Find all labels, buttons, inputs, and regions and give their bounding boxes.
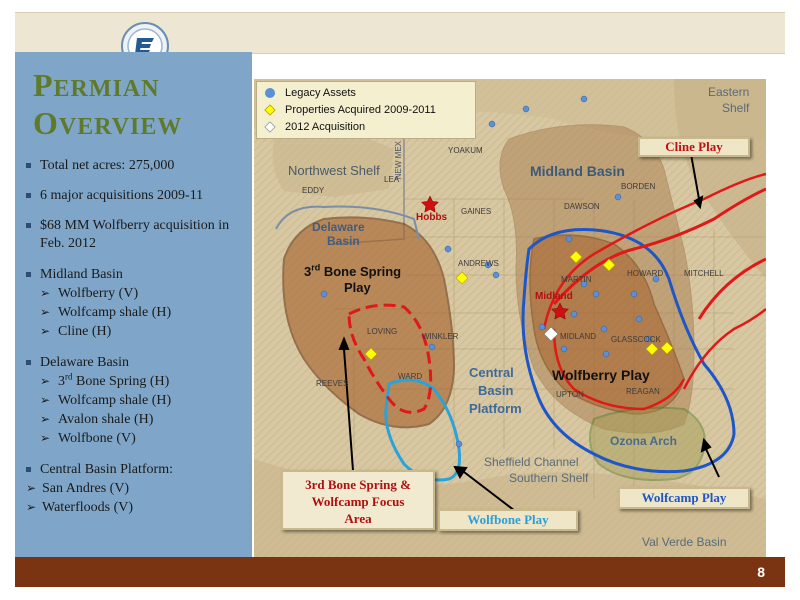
legend-label: Legacy Assets — [285, 87, 356, 99]
white-diamond-icon — [264, 121, 275, 132]
county-label: REEVES — [316, 379, 349, 388]
bullet-central-basin-platform — [26, 461, 251, 479]
county-label: EDDY — [302, 186, 325, 195]
sub-item-text: San Andres (V) — [42, 481, 130, 496]
county-label: LOVING — [367, 327, 398, 336]
region-eastern: Eastern — [708, 85, 750, 99]
county-label: UPTON — [556, 390, 584, 399]
sub-item-text: Avalon shale (H) — [58, 412, 154, 427]
label-part: Bone Spring — [320, 264, 402, 279]
sub-item: ➢ Cline (H) — [40, 324, 112, 339]
sub-item: ➢ Wolfcamp shale (H) — [40, 393, 172, 408]
bullet-text: 6 major acquisitions 2009-11 — [40, 188, 204, 203]
region-northwest-shelf: Northwest Shelf — [288, 163, 380, 178]
sub-item-text: Cline (H) — [58, 324, 112, 339]
bullet-wolfberry-acquisition — [26, 217, 251, 253]
city-midland: Midland — [535, 291, 573, 302]
county-label: ANDREWS — [458, 259, 499, 268]
sub-item-text: Wolfcamp shale (H) — [58, 305, 172, 320]
callout-wolfbone-play — [438, 509, 578, 531]
county-label: MIDLAND — [560, 332, 597, 341]
sub-item: ➢ San Andres (V) — [26, 481, 130, 496]
region-platform: Platform — [469, 401, 522, 416]
blue-circle-icon — [265, 88, 275, 98]
sub-item-text: Bone Spring (H) — [72, 374, 170, 389]
bullet-text: Total net acres: 275,000 — [40, 158, 175, 173]
sub-item: ➢ Wolfcamp shale (H) — [40, 305, 172, 320]
region-delaware: Delaware — [312, 220, 365, 234]
sub-item: ➢ Wolfberry (V) — [40, 286, 139, 301]
sub-item: ➢ Avalon shale (H) — [40, 412, 154, 427]
region-basin-2: Basin — [478, 383, 514, 398]
callout-wolfcamp-play — [618, 487, 750, 509]
callout-cline-play — [638, 137, 750, 157]
sub-item-text: Wolfcamp shale (H) — [58, 393, 172, 408]
page-number: 8 — [757, 564, 765, 580]
sub-item: ➢ Wolfbone (V) — [40, 431, 136, 446]
sub-item: ➢ 3rd Bone Spring (H) — [40, 371, 170, 389]
legend-label: Properties Acquired 2009-2011 — [285, 104, 436, 116]
region-shelf: Shelf — [722, 101, 750, 115]
callout-text: Wolfbone Play — [467, 512, 549, 527]
label-part: 3 — [304, 264, 312, 279]
county-label: YOAKUM — [448, 146, 483, 155]
county-label: WARD — [398, 372, 423, 381]
county-label: REAGAN — [626, 387, 660, 396]
region-val-verde-basin: Val Verde Basin — [642, 535, 727, 549]
region-wolfberry-play: Wolfberry Play — [552, 367, 650, 383]
county-label: GAINES — [461, 207, 492, 216]
city-hobbs: Hobbs — [416, 212, 448, 223]
county-label: GLASSCOCK — [611, 335, 661, 344]
footer-bar — [15, 557, 785, 587]
bullet-text: Midland Basin — [40, 267, 123, 282]
label-new-mexico: NEW MEX — [394, 141, 403, 180]
callout-text: Wolfcamp Focus — [311, 494, 405, 509]
bullet-net-acres — [26, 157, 251, 175]
sub-item-text: 3 — [58, 374, 65, 389]
page-title: PERMIAN OVERVIEW — [33, 67, 183, 141]
bullet-delaware-basin — [26, 354, 251, 372]
county-label: DAWSON — [564, 202, 600, 211]
sub-item-text: Waterfloods (V) — [42, 500, 134, 515]
region-play: Play — [344, 280, 371, 295]
region-ozona-arch: Ozona Arch — [610, 434, 677, 448]
callout-text: Area — [344, 511, 372, 526]
county-label: MARTIN — [561, 275, 592, 284]
region-central: Central — [469, 365, 514, 380]
region-southern-shelf: Southern Shelf — [509, 471, 589, 485]
bullet-text: Delaware Basin — [40, 355, 130, 370]
yellow-diamond-icon — [264, 104, 275, 115]
sub-item-text: Wolfbone (V) — [58, 431, 136, 446]
bullet-midland-basin — [26, 266, 251, 284]
legend-label: 2012 Acquisition — [285, 121, 366, 133]
callout-focus-area — [281, 470, 435, 530]
county-label: BORDEN — [621, 182, 656, 191]
sub-item-text: Wolfberry (V) — [58, 286, 139, 301]
county-label: LEA — [384, 175, 400, 184]
bullet-text: $68 MM Wolfberry acquisition in Feb. 2012 — [40, 218, 230, 251]
region-midland-basin: Midland Basin — [530, 163, 625, 179]
callout-text: Cline Play — [665, 139, 723, 154]
region-3rd-bone-spring — [304, 264, 401, 279]
map-legend — [256, 81, 476, 139]
region-basin: Basin — [327, 234, 360, 248]
county-label: HOWARD — [627, 269, 664, 278]
callout-text: Wolfcamp Play — [641, 490, 727, 505]
bullet-text: Central Basin Platform: — [40, 462, 173, 477]
callout-text: 3rd Bone Spring & — [305, 477, 411, 492]
overview-bullets — [26, 157, 251, 517]
label-sup: rd — [311, 262, 321, 273]
county-label: WINKLER — [422, 332, 459, 341]
region-sheffield-channel: Sheffield Channel — [484, 455, 579, 469]
county-label: MITCHELL — [684, 269, 724, 278]
bullet-acquisitions — [26, 187, 251, 205]
sub-item: ➢ Waterfloods (V) — [26, 500, 134, 515]
superscript: rd — [65, 371, 73, 382]
